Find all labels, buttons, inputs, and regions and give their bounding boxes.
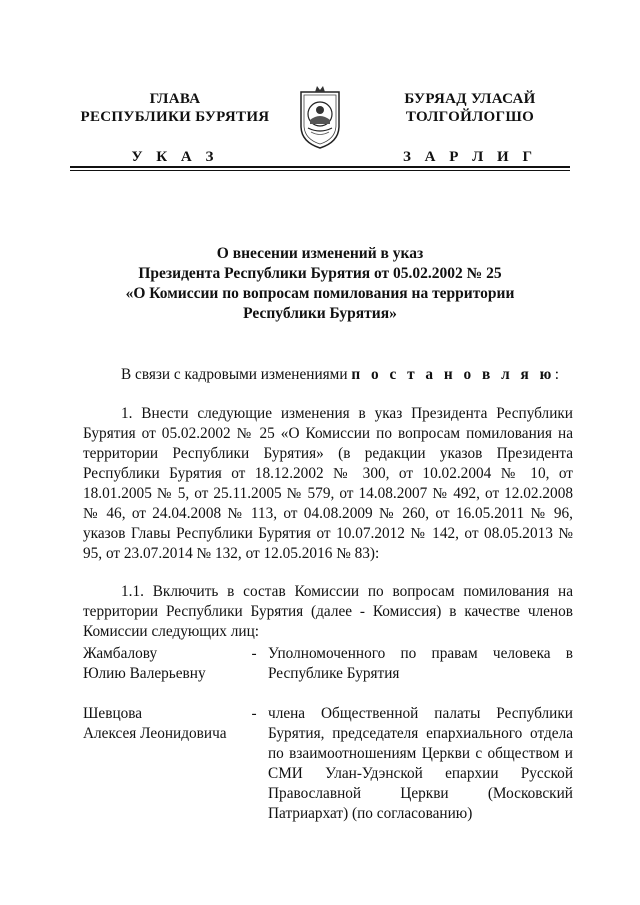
title-line-3: «О Комиссии по вопросам помилования на территории (125, 285, 515, 302)
member-given-name: Юлию Валерьевну (83, 665, 206, 682)
intro-emphasis: п о с т а н о в л я ю (351, 366, 555, 383)
paragraph-1: 1. Внести следующие изменения в указ Президента Республики Бурятия от 05.02.2002 № 25 «О Комиссии по вопросам помилования на территории Республики Бурятия» (в редакции указов Президента Республики Бурятия от 18.12.2002 № 300, от 10.02.2004 № 10, от 18.01.2005 № 5, от 25.11.2005 № 579, от 14.08.2007 № 492, от 12.02.2008 № 46, от 24.04.2008 № 113, от 04.08.2009 № 260, от 16.05.2011 № 96, указов Главы Республики Бурятия от 10.07.2012 № 142, от 08.05.2013 № 95, от 23.07.2014 № 132, от 12.05.2016 № 83): (83, 405, 573, 562)
member-dash: - (251, 645, 257, 662)
member-name (83, 644, 253, 684)
intro-paragraph (83, 365, 573, 385)
member-role: Уполномоченного по правам человека в Республике Бурятия (268, 645, 573, 682)
intro-end: : (554, 366, 560, 383)
header-left-block (60, 90, 290, 166)
header-left-line2: РЕСПУБЛИКИ БУРЯТИЯ (80, 109, 270, 125)
member-surname: Жамбалову (83, 645, 158, 662)
title-line-1: О внесении изменений в указ (216, 245, 424, 262)
paragraph-1-1: 1.1. Включить в состав Комиссии по вопросам помилования на территории Республики Бурятия (далее - Комиссия) в качестве членов Комиссии следующих лиц: (83, 583, 573, 640)
member-given-name: Алексея Леонидовича (83, 725, 227, 742)
member-dash: - (251, 705, 257, 722)
header-rule-thick (70, 166, 570, 168)
header-left-line1: ГЛАВА (149, 91, 201, 107)
document-title (80, 244, 560, 324)
header-right-line1: БУРЯАД УЛАСАЙ (404, 91, 536, 107)
member-surname: Шевцова (83, 705, 143, 722)
member-role: члена Общественной палаты Республики Бурятия, председателя епархиального отдела по взаимоотношениям Церкви с обществом и СМИ Улан-Удэнской епархии Русской Православной Церкви (Московский Патриархат) (по согласованию) (268, 705, 573, 822)
intro-text: В связи с кадровыми изменениями (121, 366, 352, 383)
document-header (0, 0, 640, 175)
header-left-doc-type: У К А З (131, 149, 219, 165)
header-rule-thin (70, 170, 570, 171)
title-line-2: Президента Республики Бурятия от 05.02.2002 № 25 (138, 265, 502, 282)
coat-of-arms-icon (295, 82, 345, 150)
header-right-block (355, 90, 585, 166)
header-right-doc-type: З А Р Л И Г (402, 149, 538, 165)
member-name (83, 704, 253, 744)
title-line-4: Республики Бурятия» (243, 305, 397, 322)
header-right-line2: ТОЛГОЙЛОГШО (405, 109, 535, 125)
